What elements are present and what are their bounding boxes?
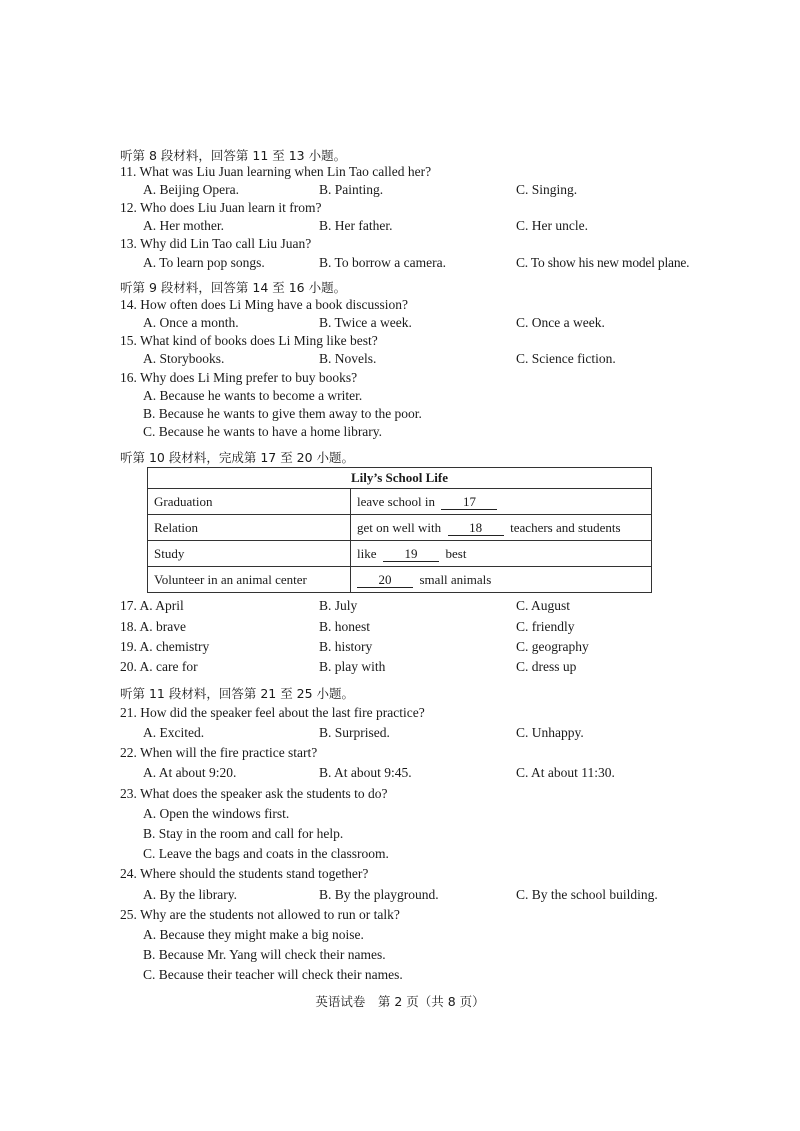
school-life-table: [147, 467, 652, 593]
option-b: B. honest: [319, 619, 371, 634]
question-stem: 24. Where should the students stand together?: [120, 866, 369, 881]
row-content: [351, 541, 652, 567]
answer-blank: 19: [383, 547, 439, 562]
option-b: B. At about 9:45.: [319, 765, 412, 780]
answer-blank: 18: [448, 521, 504, 536]
row-text-after: teachers and students: [510, 519, 621, 535]
table-row: [148, 489, 652, 515]
option-a: A. Once a month.: [143, 315, 239, 330]
option-b: B. July: [319, 598, 358, 613]
option-b: B. Novels.: [319, 351, 377, 366]
option-c: C. Singing.: [516, 182, 578, 197]
option-a: A. Storybooks.: [143, 351, 225, 366]
row-label: Relation: [148, 515, 351, 541]
question-stem: 23. What does the speaker ask the students to do?: [120, 786, 388, 801]
row-text-before: like: [357, 545, 377, 561]
option-a: A. By the library.: [143, 887, 237, 902]
row-content: [351, 567, 652, 593]
option-a: A. Beijing Opera.: [143, 182, 239, 197]
question-stem: 13. Why did Lin Tao call Liu Juan?: [120, 236, 312, 251]
question-stem: 15. What kind of books does Li Ming like best?: [120, 333, 378, 348]
option-a: 17. A. April: [120, 598, 184, 613]
table-title: Lily’s School Life: [148, 468, 652, 489]
row-text-after: best: [445, 545, 467, 561]
option-c: C. Her uncle.: [516, 218, 588, 233]
table-row: [148, 567, 652, 593]
question-stem: 22. When will the fire practice start?: [120, 745, 318, 760]
page-footer: 英语试卷 第 2 页（共 8 页）: [315, 994, 485, 1009]
row-content: [351, 515, 652, 541]
question-stem: 11. What was Liu Juan learning when Lin Tao called her?: [120, 164, 432, 179]
option-a: A. Her mother.: [143, 218, 224, 233]
option-c: C. By the school building.: [516, 887, 658, 902]
option-c: C. To show his new model plane.: [516, 255, 690, 270]
question-stem: 16. Why does Li Ming prefer to buy books?: [120, 370, 358, 385]
option-b: B. Twice a week.: [319, 315, 412, 330]
section-heading: 听第 8 段材料，回答第 11 至 13 小题。: [120, 148, 347, 163]
option-b: B. play with: [319, 659, 386, 674]
option-a: 20. A. care for: [120, 659, 198, 674]
option-c: C. Because he wants to have a home library.: [143, 424, 383, 439]
option-b: B. Painting.: [319, 182, 384, 197]
row-text-before: get on well with: [357, 519, 442, 535]
option-b: B. To borrow a camera.: [319, 255, 447, 270]
option-c: C. At about 11:30.: [516, 765, 615, 780]
option-c: C. geography: [516, 639, 589, 654]
option-c: C. Science fiction.: [516, 351, 616, 366]
question-stem: 21. How did the speaker feel about the last fire practice?: [120, 705, 425, 720]
option-b: B. By the playground.: [319, 887, 439, 902]
answer-blank: 17: [441, 495, 497, 510]
option-c: C. August: [516, 598, 571, 613]
option-c: C. friendly: [516, 619, 575, 634]
question-stem: 14. How often does Li Ming have a book discussion?: [120, 297, 408, 312]
row-text-before: leave school in: [357, 493, 435, 509]
row-label: Graduation: [148, 489, 351, 515]
row-text-after: small animals: [419, 571, 492, 587]
option-c: C. Leave the bags and coats in the classroom.: [143, 846, 389, 861]
question-stem: 12. Who does Liu Juan learn it from?: [120, 200, 322, 215]
option-a: A. At about 9:20.: [143, 765, 237, 780]
question-stem: 25. Why are the students not allowed to run or talk?: [120, 907, 400, 922]
option-b: B. Her father.: [319, 218, 393, 233]
answer-blank: 20: [357, 573, 413, 588]
option-a: A. Excited.: [143, 725, 205, 740]
option-c: C. Unhappy.: [516, 725, 584, 740]
option-b: B. Surprised.: [319, 725, 390, 740]
option-b: B. Because he wants to give them away to the poor.: [143, 406, 422, 421]
section-heading: 听第 11 段材料，回答第 21 至 25 小题。: [120, 686, 355, 701]
option-b: B. Stay in the room and call for help.: [143, 826, 344, 841]
option-a: 18. A. brave: [120, 619, 186, 634]
option-a: A. Because they might make a big noise.: [143, 927, 364, 942]
option-a: A. Because he wants to become a writer.: [143, 388, 363, 403]
section-heading: 听第 10 段材料，完成第 17 至 20 小题。: [120, 450, 355, 465]
option-a: A. To learn pop songs.: [143, 255, 265, 270]
option-a: 19. A. chemistry: [120, 639, 210, 654]
row-label: Study: [148, 541, 351, 567]
option-b: B. history: [319, 639, 373, 654]
option-c: C. dress up: [516, 659, 577, 674]
table-row: [148, 541, 652, 567]
option-c: C. Once a week.: [516, 315, 605, 330]
option-a: A. Open the windows first.: [143, 806, 290, 821]
option-c: C. Because their teacher will check their names.: [143, 967, 403, 982]
row-content: [351, 489, 652, 515]
section-heading: 听第 9 段材料，回答第 14 至 16 小题。: [120, 280, 347, 295]
table-row: [148, 515, 652, 541]
row-label: Volunteer in an animal center: [148, 567, 351, 593]
option-b: B. Because Mr. Yang will check their names.: [143, 947, 386, 962]
